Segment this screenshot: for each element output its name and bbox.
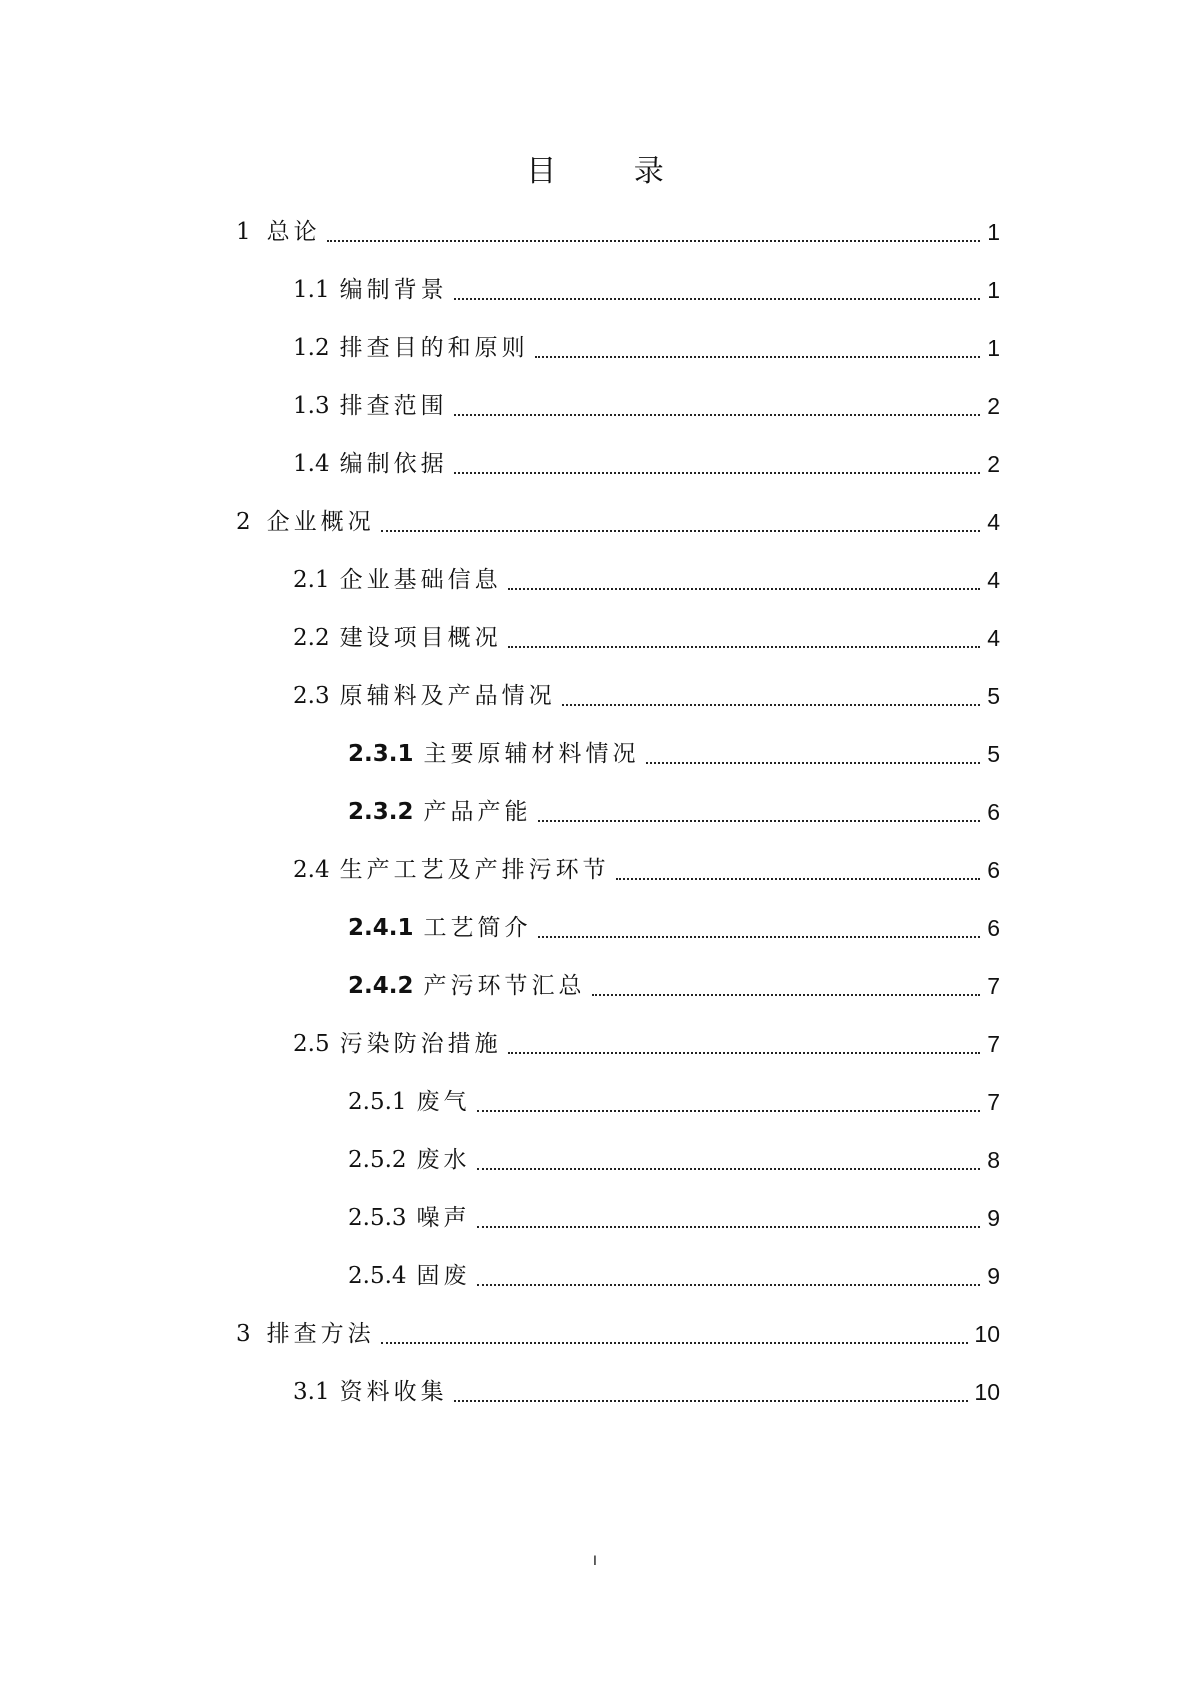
toc-page-number: 7	[987, 1031, 1000, 1057]
toc-title: 资料收集	[339, 1379, 448, 1405]
dot-leader	[616, 878, 980, 880]
toc-title: 废气	[416, 1089, 471, 1115]
toc-title: 污染防治措施	[339, 1031, 502, 1057]
toc-page-number: 6	[987, 857, 1000, 883]
dot-leader	[508, 646, 980, 648]
toc-title: 建设项目概况	[339, 625, 502, 651]
toc-page-number: 9	[987, 1263, 1000, 1289]
toc-title: 企业概况	[266, 509, 375, 535]
toc-number: 2.4.1	[348, 915, 414, 941]
toc-page-number: 1	[987, 335, 1000, 361]
dot-leader	[646, 762, 981, 764]
dot-leader	[508, 588, 980, 590]
toc-number: 2.5.3	[348, 1205, 407, 1231]
dot-leader	[592, 994, 981, 996]
toc-page-number: 1	[987, 277, 1000, 303]
dot-leader	[477, 1110, 980, 1112]
toc-page-number: 5	[987, 741, 1000, 767]
dot-leader	[327, 240, 980, 242]
toc-number: 3	[236, 1321, 251, 1347]
dot-leader	[535, 356, 980, 358]
dot-leader	[477, 1284, 980, 1286]
toc-page-number: 2	[987, 393, 1000, 419]
toc-entry-2-5-3[interactable]	[348, 1198, 1000, 1238]
toc-entry-2-5-1[interactable]	[348, 1082, 1000, 1122]
toc-number: 1.4	[293, 451, 330, 477]
toc-page-number: 6	[987, 915, 1000, 941]
page-footer-number: I	[593, 1552, 597, 1568]
toc-page-number: 10	[974, 1321, 1000, 1347]
toc-number: 2.4	[293, 857, 330, 883]
toc-title: 工艺简介	[423, 915, 532, 941]
toc-entry-2-1[interactable]	[293, 560, 1000, 600]
toc-title: 生产工艺及产排污环节	[339, 857, 610, 883]
dot-leader	[477, 1226, 980, 1228]
toc-page-number: 4	[987, 625, 1000, 651]
toc-entry-2-4-1[interactable]	[348, 908, 1000, 948]
toc-title: 编制背景	[339, 277, 448, 303]
toc-number: 2.3.2	[348, 799, 414, 825]
toc-number: 2.4.2	[348, 973, 414, 999]
toc-title: 总论	[266, 219, 321, 245]
toc-page-number: 1	[987, 219, 1000, 245]
toc-number: 1.2	[293, 335, 330, 361]
toc-number: 2.3.1	[348, 741, 414, 767]
toc-title: 排查范围	[339, 393, 448, 419]
toc-page-number: 6	[987, 799, 1000, 825]
toc-entry-2-5-2[interactable]	[348, 1140, 1000, 1180]
toc-entry-1-2[interactable]	[293, 328, 1000, 368]
toc-entry-2[interactable]	[236, 502, 1000, 542]
toc-entry-2-4-2[interactable]	[348, 966, 1000, 1006]
toc-title: 产品产能	[423, 799, 532, 825]
page-title: 目 录	[526, 154, 698, 189]
toc-entry-1-3[interactable]	[293, 386, 1000, 426]
toc-number: 2.3	[293, 683, 330, 709]
toc-number: 2.5	[293, 1031, 330, 1057]
toc-page-number: 7	[987, 1089, 1000, 1115]
toc-entry-3-1[interactable]	[293, 1372, 1000, 1412]
toc-entry-2-4[interactable]	[293, 850, 1000, 890]
toc-number: 2.1	[293, 567, 330, 593]
dot-leader	[538, 936, 981, 938]
toc-title: 废水	[416, 1147, 471, 1173]
toc-title: 排查目的和原则	[339, 335, 529, 361]
dot-leader	[454, 472, 980, 474]
toc-title: 主要原辅材料情况	[423, 741, 640, 767]
toc-number: 2.5.2	[348, 1147, 407, 1173]
toc-entry-2-5[interactable]	[293, 1024, 1000, 1064]
dot-leader	[562, 704, 980, 706]
toc-title: 企业基础信息	[339, 567, 502, 593]
toc-title: 编制依据	[339, 451, 448, 477]
toc-page-number: 8	[987, 1147, 1000, 1173]
toc-page-number: 9	[987, 1205, 1000, 1231]
toc-page-number: 7	[987, 973, 1000, 999]
dot-leader	[454, 298, 980, 300]
toc-entry-2-3-1[interactable]	[348, 734, 1000, 774]
toc-page-number: 4	[987, 567, 1000, 593]
toc-page-number: 2	[987, 451, 1000, 477]
toc-title: 排查方法	[266, 1321, 375, 1347]
toc-number: 1.1	[293, 277, 330, 303]
dot-leader	[381, 530, 980, 532]
dot-leader	[538, 820, 981, 822]
dot-leader	[477, 1168, 980, 1170]
toc-entry-2-3-2[interactable]	[348, 792, 1000, 832]
toc-page-number: 4	[987, 509, 1000, 535]
toc-entry-3[interactable]	[236, 1314, 1000, 1354]
toc-title: 噪声	[416, 1205, 471, 1231]
toc-page-number: 10	[974, 1379, 1000, 1405]
toc-number: 3.1	[293, 1379, 330, 1405]
toc-page-number: 5	[987, 683, 1000, 709]
toc-number: 2.2	[293, 625, 330, 651]
toc-entry-2-5-4[interactable]	[348, 1256, 1000, 1296]
toc-number: 1.3	[293, 393, 330, 419]
toc-entry-2-3[interactable]	[293, 676, 1000, 716]
dot-leader	[381, 1342, 969, 1344]
toc-title: 产污环节汇总	[423, 973, 586, 999]
toc-number: 2	[236, 509, 251, 535]
toc-entry-2-2[interactable]	[293, 618, 1000, 658]
dot-leader	[454, 414, 980, 416]
toc-title: 固废	[416, 1263, 471, 1289]
toc-entry-1-4[interactable]	[293, 444, 1000, 484]
toc-entry-1[interactable]	[236, 212, 1000, 252]
dot-leader	[508, 1052, 980, 1054]
toc-entry-1-1[interactable]	[293, 270, 1000, 310]
dot-leader	[454, 1400, 969, 1402]
toc-number: 2.5.1	[348, 1089, 407, 1115]
toc-number: 2.5.4	[348, 1263, 407, 1289]
toc-title: 原辅料及产品情况	[339, 683, 556, 709]
toc-number: 1	[236, 219, 251, 245]
